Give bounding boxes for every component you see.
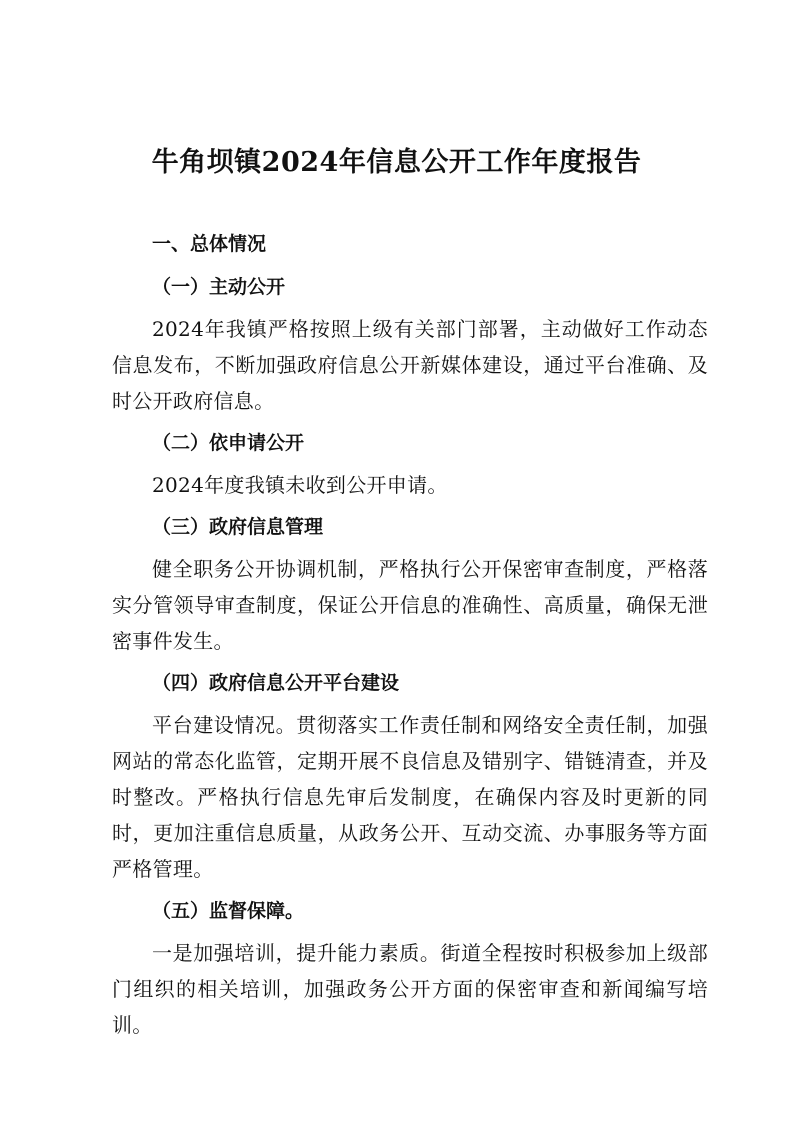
paragraph-application-disclosure: 2024年度我镇未收到公开申请。 bbox=[152, 473, 448, 497]
subsection-heading-platform-construction: （四）政府信息公开平台建设 bbox=[152, 672, 400, 694]
subsection-heading-active-disclosure: （一）主动公开 bbox=[152, 276, 286, 298]
document-title: 牛角坝镇2024年信息公开工作年度报告 bbox=[151, 147, 642, 178]
section-heading-overall: 一、总体情况 bbox=[152, 233, 267, 255]
subsection-heading-application-disclosure: （二）依申请公开 bbox=[152, 432, 305, 454]
subsection-heading-supervision: （五）监督保障。 bbox=[152, 900, 305, 922]
paragraph-active-disclosure: 2024年我镇严格按照上级有关部门部署，主动做好工作动态信息发布，不断加强政府信息公开新媒体建设，通过平台准确、及时公开政府信息。 bbox=[112, 317, 708, 413]
paragraph-supervision: 一是加强培训，提升能力素质。街道全程按时积极参加上级部门组织的相关培训，加强政务公开方面的保密审查和新闻编写培训。 bbox=[112, 941, 708, 1037]
paragraph-platform-construction: 平台建设情况。贯彻落实工作责任制和网络安全责任制，加强网站的常态化监管，定期开展不良信息及错别字、错链清查，并及时整改。严格执行信息先审后发制度，在确保内容及时更新的同时，更加注重信息质量，从政务公开、互动交流、办事服务等方面严格管理。 bbox=[112, 713, 708, 881]
document-body bbox=[112, 226, 708, 1049]
paragraph-info-management: 健全职务公开协调机制，严格执行公开保密审查制度，严格落实分管领导审查制度，保证公开信息的准确性、高质量，确保无泄密事件发生。 bbox=[112, 557, 708, 653]
subsection-heading-info-management: （三）政府信息管理 bbox=[152, 516, 324, 538]
